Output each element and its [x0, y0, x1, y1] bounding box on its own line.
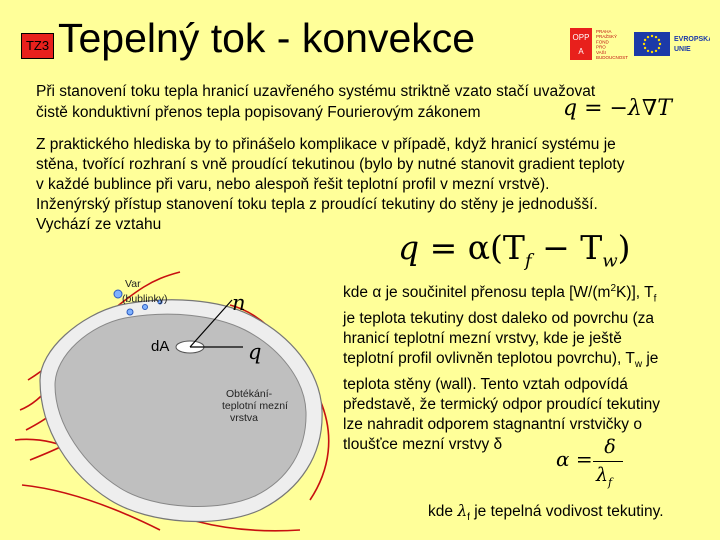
praha-line: PRAHA — [596, 29, 612, 34]
body-line-5: Vychází ze vztahu — [36, 216, 162, 233]
eu-star-icon — [644, 47, 646, 49]
boundary-layer-diagram — [0, 260, 345, 540]
eu-star-icon — [659, 43, 661, 45]
body-line-4: Inženýrský přístup stanovení toku tepla z proudící tekutiny do stěny je jednodušší. — [36, 196, 598, 213]
expl-line-8: tloušťce mezní vrstvy δ — [343, 436, 503, 454]
bubble-icon — [114, 290, 122, 298]
convection-equation: $q = \alpha(T_f - T_w)$ — [398, 228, 631, 272]
bubble-icon — [127, 309, 133, 315]
fraction-bar — [593, 461, 623, 462]
alpha-explanation — [343, 279, 715, 455]
eu-star-icon — [655, 50, 657, 52]
expl-line-2: je teplota tekutiny dost daleko od povrchu (za — [343, 310, 655, 328]
lambda-explanation: kde $\lambda_f$ je tepelná vodivost tekutiny. — [428, 502, 664, 524]
eu-star-icon — [655, 36, 657, 38]
praha-line: VAŠI — [596, 49, 606, 55]
slide-title: Tepelný tok - konvekce — [58, 15, 476, 61]
eu-star-icon — [644, 39, 646, 41]
intro-line-1: Při stanovení toku tepla hranicí uzavřeného systému striktně vzato stačí uvažovat — [36, 83, 596, 100]
layer-label-2: teplotní mezní — [222, 400, 288, 412]
dA-label: dA — [151, 338, 170, 355]
eu-text: UNIE — [674, 46, 691, 53]
var-label: Var — [125, 278, 141, 290]
praha-line: BUDOUCNOST — [596, 55, 629, 60]
eu-text: EVROPSKÁ — [674, 36, 710, 43]
expl-line-7: lze nahradit odporem stagnantní vrstvičky o — [343, 416, 642, 434]
eu-logo — [570, 26, 710, 62]
expl-line-4: teplotní profil ovlivněn teplotou povrchu), $T_w$ je — [343, 350, 659, 371]
bubble-icon — [143, 305, 148, 310]
eu-star-icon — [658, 39, 660, 41]
body-line-1: Z praktického hlediska by to přinášelo komplikace v případě, když hranicí systému je — [36, 136, 616, 153]
q-vector-label: q — [248, 340, 262, 364]
alpha-numerator: δ — [604, 436, 616, 458]
alpha-equation: α = — [556, 447, 593, 471]
eu-star-icon — [647, 50, 649, 52]
intro-line-2: čistě konduktivní přenos tepla popisovaný Fourierovým zákonem — [36, 104, 481, 121]
body-line-2: stěna, tvořící rozhraní s vně proudící tekutinou (bylo by nutné stanovit gradient teploty — [36, 156, 625, 173]
eu-star-icon — [651, 51, 653, 53]
n-vector-label: n — [232, 291, 246, 315]
expl-line-6: představě, že termický odpor proudící tekutiny — [343, 396, 661, 414]
slide-badge: TZ3 — [21, 33, 54, 59]
body-line-3: v každé bublince při varu, nebo alespoň řešit teplotní profil v mezní vrstvě). — [36, 176, 550, 193]
opp-line-2: A — [578, 47, 584, 56]
fourier-equation: q = −λ∇T — [563, 96, 672, 121]
eu-star-icon — [643, 43, 645, 45]
alpha-denominator: $\lambda_f$ — [596, 464, 613, 489]
expl-line-1: kde α je součinitel přenosu tepla $[W/(m^2K)]$, $T_f$ — [343, 283, 657, 305]
eu-star-icon — [647, 36, 649, 38]
praha-line: FOND — [596, 39, 609, 45]
bubbles-label: (bublinky) — [122, 293, 168, 305]
praha-line: PRAŽSKÝ — [596, 34, 618, 40]
expl-line-5: teplota stěny (wall). Tento vztah odpovídá — [343, 376, 628, 394]
eu-star-icon — [658, 47, 660, 49]
praha-line: PRO — [596, 44, 606, 50]
layer-label-1: Obtékání- — [226, 388, 273, 400]
expl-line-3: hranicí teplotní mezní vrstvy, kde je ještě — [343, 330, 622, 348]
opp-line-1: OPP — [572, 33, 590, 42]
eu-star-icon — [651, 35, 653, 37]
layer-label-3: vrstva — [230, 412, 259, 424]
